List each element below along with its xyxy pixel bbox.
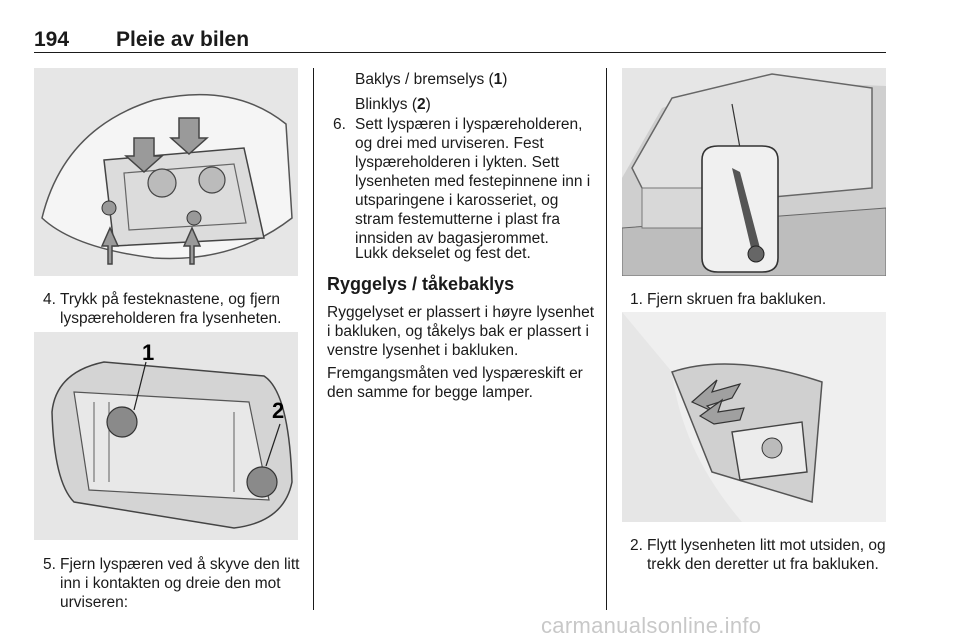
callout-2: 2 bbox=[272, 398, 285, 423]
step-text: Sett lyspæren i lyspæreholderen, og drei med urviseren. Fest lyspæreholderen i lykten. Sett lysenheten med festepinnene inn i utsparingene i karosseriet, og stram festemutterne i plast fra innsiden av bagasjerommet. bbox=[355, 116, 591, 247]
label-ref: 1 bbox=[493, 71, 503, 88]
step-text: Fjern lyspæren ved å skyve den litt inn i kontakten og dreie den mot urviseren: bbox=[60, 556, 300, 611]
bulb-type-brake bbox=[355, 70, 507, 89]
step-text: Trykk på festeknastene, og fjern lyspæreholderen fra lysenheten. bbox=[60, 291, 282, 327]
column-divider-1 bbox=[313, 68, 314, 610]
figure-lamp-holder-arrows bbox=[34, 68, 298, 276]
close-cover-text: Lukk dekselet og fest det. bbox=[355, 245, 531, 262]
paragraph-procedure: Fremgangsmåten ved lyspæreskift er den samme for begge lamper. bbox=[327, 365, 583, 401]
page-title: Pleie av bilen bbox=[116, 28, 250, 51]
label-suffix: ) bbox=[502, 71, 508, 88]
label-prefix: Blinklys ( bbox=[355, 96, 418, 113]
step-text: Flytt lysenheten litt mot utsiden, og trekk den deretter ut fra bakluken. bbox=[647, 537, 886, 573]
step-number: 1. bbox=[630, 291, 643, 308]
section-heading: Ryggelys / tåkebaklys bbox=[327, 274, 515, 294]
step-number: 2. bbox=[630, 537, 643, 554]
watermark: carmanualsonline.info bbox=[541, 613, 762, 638]
column-divider-2 bbox=[606, 68, 607, 610]
bulb-type-indicator bbox=[355, 95, 431, 114]
label-suffix: ) bbox=[425, 96, 431, 113]
step-number: 4. bbox=[43, 291, 56, 308]
header-rule bbox=[34, 52, 886, 53]
figure-bulb-holder-numbered bbox=[34, 332, 298, 540]
callout-1: 1 bbox=[142, 340, 155, 365]
step-number: 6. bbox=[333, 116, 346, 133]
paragraph-location: Ryggelyset er plassert i høyre lysenhet i bakluken, og tåkelys bak er plassert i venstre lysenhet i bakluken. bbox=[327, 304, 595, 359]
figure-lamp-unit-removal bbox=[622, 312, 886, 522]
label-prefix: Baklys / bremselys ( bbox=[355, 71, 494, 88]
page-number: 194 bbox=[34, 28, 70, 51]
label-ref: 2 bbox=[417, 96, 426, 113]
figure-tailgate-screw bbox=[622, 68, 886, 276]
step-text: Fjern skruen fra bakluken. bbox=[647, 291, 827, 308]
step-number: 5. bbox=[43, 556, 56, 573]
